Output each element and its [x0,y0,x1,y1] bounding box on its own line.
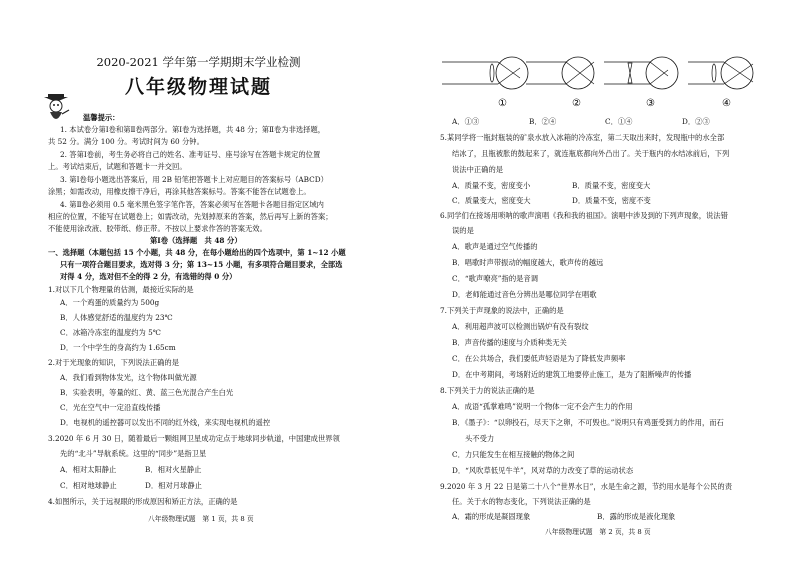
question-stem: 误的是 [452,226,474,235]
option-c: C．光在空气中一定沿直线传播 [60,403,161,412]
option-b-continued: 头不受力 [465,434,495,443]
section-instruction: 对得 4 分，选对但不全的得 2 分，有选错的得 0 分） [60,272,237,281]
option-a: A．我们看到物体发光，这个物体叫做光源 [60,373,197,382]
notice-line: 相应的位置，不能写在试题卷上；如需改动，先划掉原来的答案，然后再写上新的答案； [48,212,333,221]
question-stem: 2.对于光现象的知识，下列说法正确的是 [48,358,180,367]
option-b: B．露的形成是液化现象 [597,512,676,521]
option-d: D．相对月球静止 [145,481,202,490]
option-b: B．实验表明，等量的红、黄、蓝三色光混合产生白光 [60,388,234,397]
option-d: D．老师能通过音色分辨出是哪位同学在唱歌 [452,290,597,299]
option-b: B．《墨子》：“以卵投石，尽天下之卵，不可毁也。”说明只有鸡蛋受到力的作用，而石 [452,418,724,427]
option-a: A．一个鸡蛋的质量约为 500g [60,298,160,307]
notice-line: 3. 第Ⅰ卷每小题选出答案后，用 2B 铅笔把答题卡上对应题目的答案标号（ABCD） [60,175,328,184]
option-c: C．“歌声嘹亮”指的是音调 [452,274,539,283]
notice-line: 2. 答第Ⅰ卷前，考生务必将自己的姓名、准考证号、座号涂写在答题卡规定的位置 [60,150,321,159]
option-d: D．在中考期间，考场附近的建筑工地要停止施工，是为了阻断噪声的传播 [452,370,692,379]
option-c: C．质量变大，密度变大 [452,196,531,205]
option-a: A．利用超声波可以检测出锅炉有没有裂纹 [452,322,589,331]
eye-figure-1 [442,57,528,89]
option-c: C．力只能发生在相互接触的物体之间 [452,450,575,459]
eye-figure-2 [526,57,594,89]
notice-line: 4. 第Ⅱ卷必须用 0.5 毫米黑色签字笔作答，答案必须写在答题卡各题目指定区域内 [60,200,324,209]
section-instruction: 只有一项符合题目要求，选对得 3 分；第 13~15 小题，有多项符合题目要求，全部选 [60,260,343,269]
question-stem: 1.对以下几个物理量的估测，最接近实际的是 [48,285,194,294]
question-stem: 5.某同学将一瓶封瓶装的矿泉水放入冰箱的冷冻室，第二天取出来时，发现瓶中的水全部 [440,133,725,142]
option-b: B．人体感觉舒适的温度约为 23℃ [60,313,173,322]
question-stem: 先的“北斗”导航系统。这里的“同步”是指卫星 [60,449,207,458]
right-page [397,0,794,561]
figure-label: ④ [722,98,731,109]
question-stem: 4.如图所示，关于远视眼的形成原因和矫正方法，正确的是 [48,497,238,506]
option-b: B．②④ [529,117,557,126]
option-d: D．质量不变，密度不变 [572,196,651,205]
option-c: C．①④ [605,117,633,126]
eye-figure-3 [604,57,678,89]
eye-figure-4 [688,57,753,89]
option-b: B．相对火星静止 [145,465,202,474]
option-b: B．唱歌时声带振动的幅度越大，歌声传的越远 [452,258,604,267]
option-a: A．①③ [452,117,480,126]
figure-label: ③ [646,98,655,109]
option-c: C．冰箱冷冻室的温度约为 5℃ [60,328,161,337]
notice-title: 温馨提示： [83,113,120,122]
figure-label: ① [498,98,507,109]
notice-line: 不能使用涂改液、胶带纸、修正带。不按以上要求作答的答案无效。 [48,224,267,233]
question-stem: 9.2020 年 3 月 22 日是第二十八个“世界水日”，水是生命之源，节约用水是每个公民的责 [440,482,733,491]
exam-title: 八年级物理试题 [124,76,272,98]
question-stem: 说法中正确的是 [452,165,504,174]
option-b: B．质量不变，密度变大 [572,181,651,190]
option-a: A．相对太阳静止 [60,465,117,474]
option-a: A．霜的形成是凝固现象 [452,512,531,521]
question-stem: 结冰了，且瓶被胀的鼓起来了，就连瓶底都向外凸出了。关于瓶内的水结冰前后，下列 [452,149,730,158]
option-c: C．在公共场合，我们要低声轻语是为了降低发声频率 [452,354,626,363]
option-d: D．“风吹草低见牛羊”，风对草的力改变了草的运动状态 [452,466,634,475]
option-b: B．声音传播的速度与介质种类无关 [452,338,567,347]
notice-line: 共 52 分。满分 100 分。考试时间为 60 分钟。 [48,137,204,146]
option-a: A．歌声是通过空气传播的 [452,242,538,251]
option-a: A．质量不变，密度变小 [452,181,531,190]
question-stem: 任。关于水的物态变化，下列说法正确的是 [452,497,591,506]
page-footer: 八年级物理试题 第 2 页，共 8 页 [545,528,651,536]
notice-line: 1. 本试卷分第Ⅰ卷和第Ⅱ卷两部分。第Ⅰ卷为选择题，共 48 分；第Ⅱ卷为非选择题， [60,125,326,134]
option-d: D．②③ [682,117,710,126]
question-stem: 7.下列关于声现象的说法中，正确的是 [440,306,564,315]
question-stem: 6.同学们在接场用唢呐的歌声演唱《我和我的祖国》。演唱中涉及到的下列声现象，说法错 [440,211,728,220]
school-term-header: 2020-2021 学年第一学期期末学业检测 [96,55,301,69]
option-a: A．成语“孤掌难鸣”说明一个物体一定不会产生力的作用 [452,402,633,411]
notice-line: 上。考试结束后，试题和答题卡一并交回。 [48,162,187,171]
option-d: D．一个中学生的身高约为 1.65cm [60,343,176,352]
option-c: C．相对地球静止 [60,481,117,490]
question-stem: 8.下列关于力的说法正确的是 [440,386,535,395]
section-instruction: 一、选择题（本题包括 15 个小题，共 48 分，在每小题给出的四个选项中，第 1~12 小题 [48,248,346,257]
eye-diagram [442,48,772,110]
question-stem: 3.2020 年 6 月 30 日，随着最后一颗组网卫星成功定点于地球同步轨道，中国建成世界领 [48,434,340,443]
figure-label: ② [572,98,581,109]
part-title: 第Ⅰ卷（选择题 共 48 分） [150,236,242,245]
option-d: D．电视机的遥控器可以发出不同的红外线，来实现电视机的遥控 [60,418,271,427]
mascot-icon [40,92,72,126]
page-footer: 八年级物理试题 第 1 页，共 8 页 [148,515,254,523]
notice-line: 涂黑；如需改动，用橡皮擦干净后，再涂其他答案标号。答案不能答在试题卷上。 [48,187,311,196]
